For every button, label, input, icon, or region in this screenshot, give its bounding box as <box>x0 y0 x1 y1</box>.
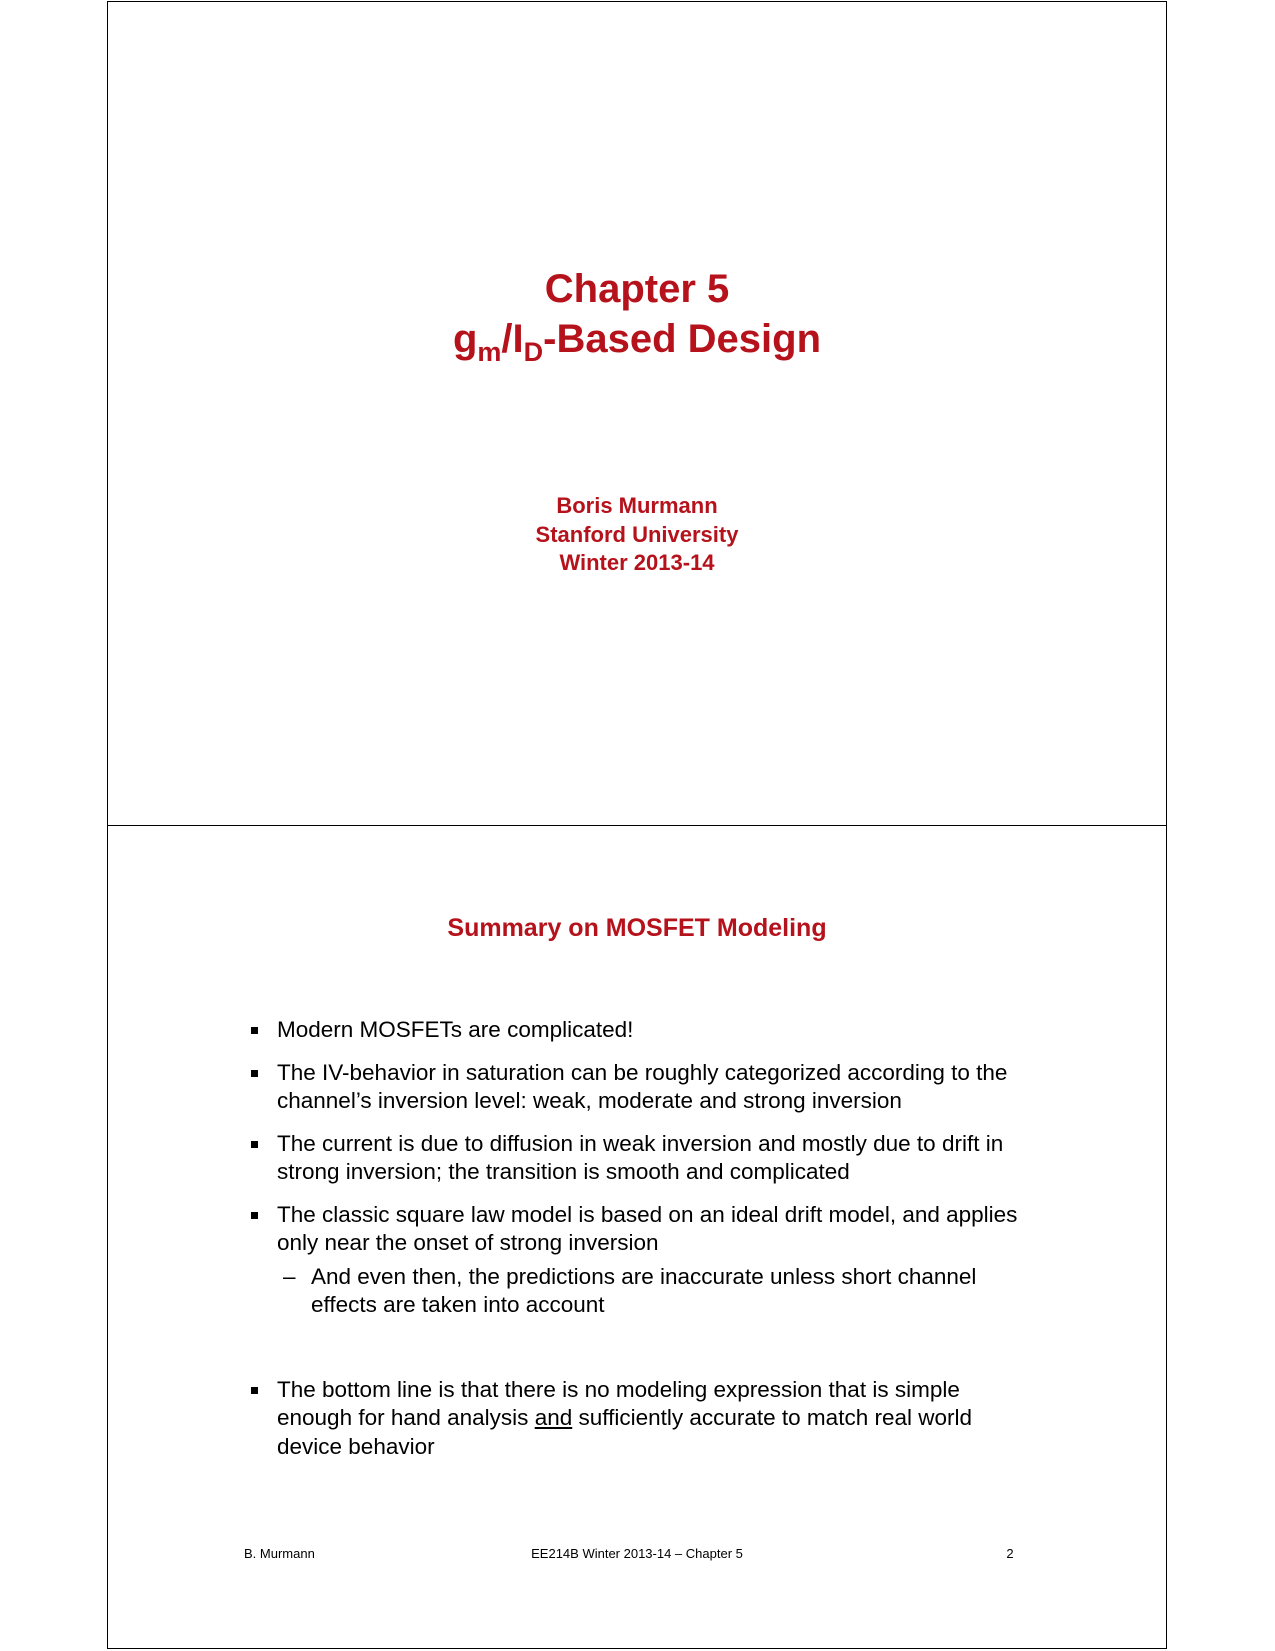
bullet-text-before: The bottom line is that there is no modeling expression that is simple enough for hand analysis <box>277 1376 960 1430</box>
author-name: Boris Murmann <box>556 493 718 518</box>
bullet-item <box>249 1201 1039 1320</box>
bullet-item <box>249 1130 1039 1187</box>
bullet-item <box>249 1376 1039 1462</box>
square-bullet-icon <box>251 1387 258 1394</box>
author-institution: Stanford University <box>535 521 739 547</box>
bullet-text-underlined: and <box>534 1405 573 1430</box>
square-bullet-icon <box>251 1070 258 1077</box>
footer-course: EE214B Winter 2013-14 – Chapter 5 <box>531 1546 743 1561</box>
bullet-list <box>249 1016 1039 1475</box>
footer-page-number: 2 <box>1006 1546 1014 1561</box>
square-bullet-icon <box>251 1027 258 1034</box>
author-term: Winter 2013-14 <box>559 550 715 575</box>
title-subscript-m: m <box>477 337 502 367</box>
title-subscript-d: D <box>523 337 544 367</box>
bullet-item <box>249 1059 1039 1116</box>
square-bullet-icon <box>251 1212 258 1219</box>
bullet-text: Modern MOSFETs are complicated! <box>277 1017 634 1042</box>
footer-author: B. Murmann <box>244 1546 315 1561</box>
bullet-text: The IV-behavior in saturation can be roughly categorized according to the channel’s inversion level: weak, moderate and strong inversion <box>277 1059 1008 1113</box>
sub-bullet-item <box>277 1263 1039 1320</box>
dash-bullet-icon: – <box>283 1263 296 1289</box>
slide-2 <box>107 825 1167 1649</box>
sub-bullet-text: And even then, the predictions are inaccurate unless short channel effects are taken into account <box>311 1263 977 1317</box>
bullet-item <box>249 1016 1039 1045</box>
chapter-title <box>108 264 1166 367</box>
bullet-text: The classic square law model is based on an ideal drift model, and applies only near the onset of strong inversion <box>277 1201 1018 1255</box>
bullet-text: The current is due to diffusion in weak inversion and mostly due to drift in strong inversion; the transition is smooth and complicated <box>277 1130 1004 1184</box>
title-slash-i: /I <box>501 317 524 361</box>
title-rest: -Based Design <box>543 317 822 361</box>
chapter-number: Chapter 5 <box>544 267 730 311</box>
slide-title: Summary on MOSFET Modeling <box>447 914 827 942</box>
bullet-text-after: sufficiently accurate to match real world device behavior <box>277 1405 972 1459</box>
author-block <box>108 492 1166 578</box>
slide-1 <box>107 1 1167 826</box>
sub-bullet-list <box>277 1263 1039 1320</box>
square-bullet-icon <box>251 1141 258 1148</box>
chapter-subject <box>108 314 1166 367</box>
title-g: g <box>452 317 478 361</box>
